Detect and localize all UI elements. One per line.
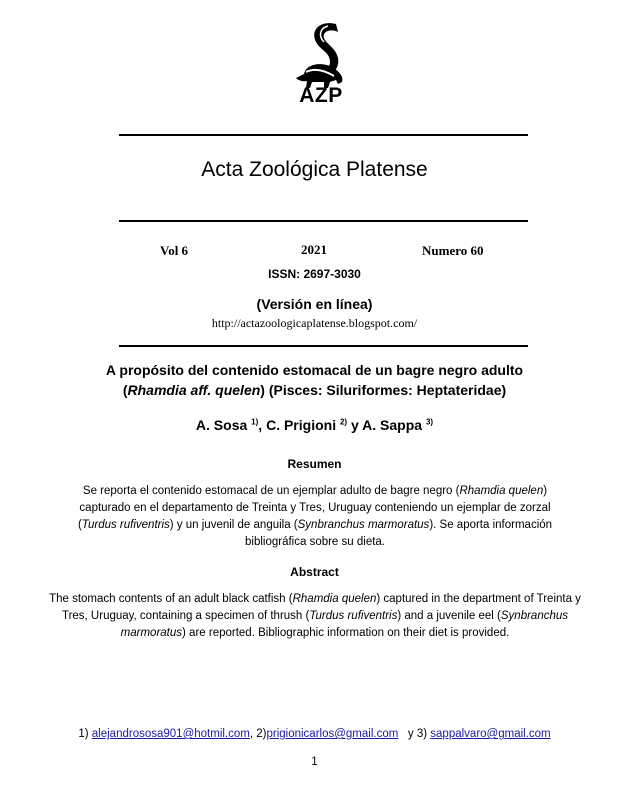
resumen-text: ). Se aporta información bibliográfica sobre su dieta. (245, 519, 553, 548)
abstract-paragraph (40, 591, 590, 642)
author-emails-footnote (0, 728, 629, 740)
resumen-paragraph (60, 483, 570, 551)
resumen-text: Se reporta el contenido estomacal de un ejemplar adulto de bagre negro ( (82, 485, 460, 497)
authors-line (0, 417, 629, 433)
abstract-text: ) captured in the department of Treinta y Tres, Uruguay, containing a specimen of thrush ( (61, 593, 581, 622)
resumen-heading: Resumen (287, 457, 342, 471)
title-taxonomy: ) (Pisces: Siluriformes: Heptateridae) (260, 382, 507, 398)
footnote-marker: 1) (78, 728, 92, 740)
species-name: Turdus rufiventris (81, 519, 170, 531)
volume-label: Vol 6 (160, 243, 189, 258)
title-divider (119, 220, 528, 222)
author-mark: 3) (425, 417, 434, 427)
species-name: Rhamdia quelen (292, 593, 377, 605)
abstract-text: ) are reported. Bibliographic information on their diet is provided. (182, 627, 510, 639)
species-name: Synbranchus marmoratus (297, 519, 430, 531)
email-link[interactable]: prigionicarlos@gmail.com (266, 728, 399, 740)
author-separator: , (258, 417, 267, 433)
species-name: Synbranchus marmoratus (120, 610, 569, 639)
page-number: 1 (311, 756, 318, 768)
title-paren: ( (122, 382, 128, 398)
author-name: A. Sappa (362, 417, 423, 433)
resumen-text: ) capturado en el departamento de Treinta y Tres, Uruguay conteniendo un ejemplar de zorzal ( (77, 485, 551, 531)
title-species: Rhamdia aff. quelen (127, 382, 261, 398)
abstract-heading: Abstract (290, 565, 339, 579)
resumen-text: ) y un juvenil de anguila ( (169, 519, 298, 531)
abstract-text: The stomach contents of an adult black catfish ( (49, 593, 293, 605)
species-name: Rhamdia quelen (459, 485, 544, 497)
species-name: Turdus rufiventris (309, 610, 398, 622)
author-name: C. Prigioni (266, 417, 337, 433)
issue-number-label: Numero 60 (422, 243, 484, 258)
abstract-text: ) and a juvenile eel ( (397, 610, 501, 622)
footnote-marker: , 2) (249, 728, 267, 740)
article-title (0, 360, 629, 400)
header-bottom-divider (119, 345, 528, 347)
footnote-marker: y 3) (398, 728, 431, 740)
email-link[interactable]: sappalvaro@gmail.com (430, 728, 551, 740)
author-mark: 2) (339, 417, 348, 427)
top-divider (119, 134, 528, 136)
article-title-line2 (0, 380, 629, 400)
author-mark: 1) (251, 417, 259, 427)
version-label: (Versión en línea) (256, 296, 373, 312)
logo-text: AZP (299, 84, 343, 107)
author-separator: y (347, 417, 363, 433)
email-link[interactable]: alejandrososa901@hotmil.com (91, 728, 250, 740)
author-name: A. Sosa (195, 417, 248, 433)
journal-url[interactable]: http://actazoologicaplatense.blogspot.com/ (211, 316, 418, 330)
article-title-line1: A propósito del contenido estomacal de un bagre negro adulto (105, 362, 524, 378)
year-label: 2021 (301, 242, 327, 257)
issn-label: ISSN: 2697-3030 (268, 267, 361, 281)
journal-title: Acta Zoológica Platense (201, 158, 428, 181)
